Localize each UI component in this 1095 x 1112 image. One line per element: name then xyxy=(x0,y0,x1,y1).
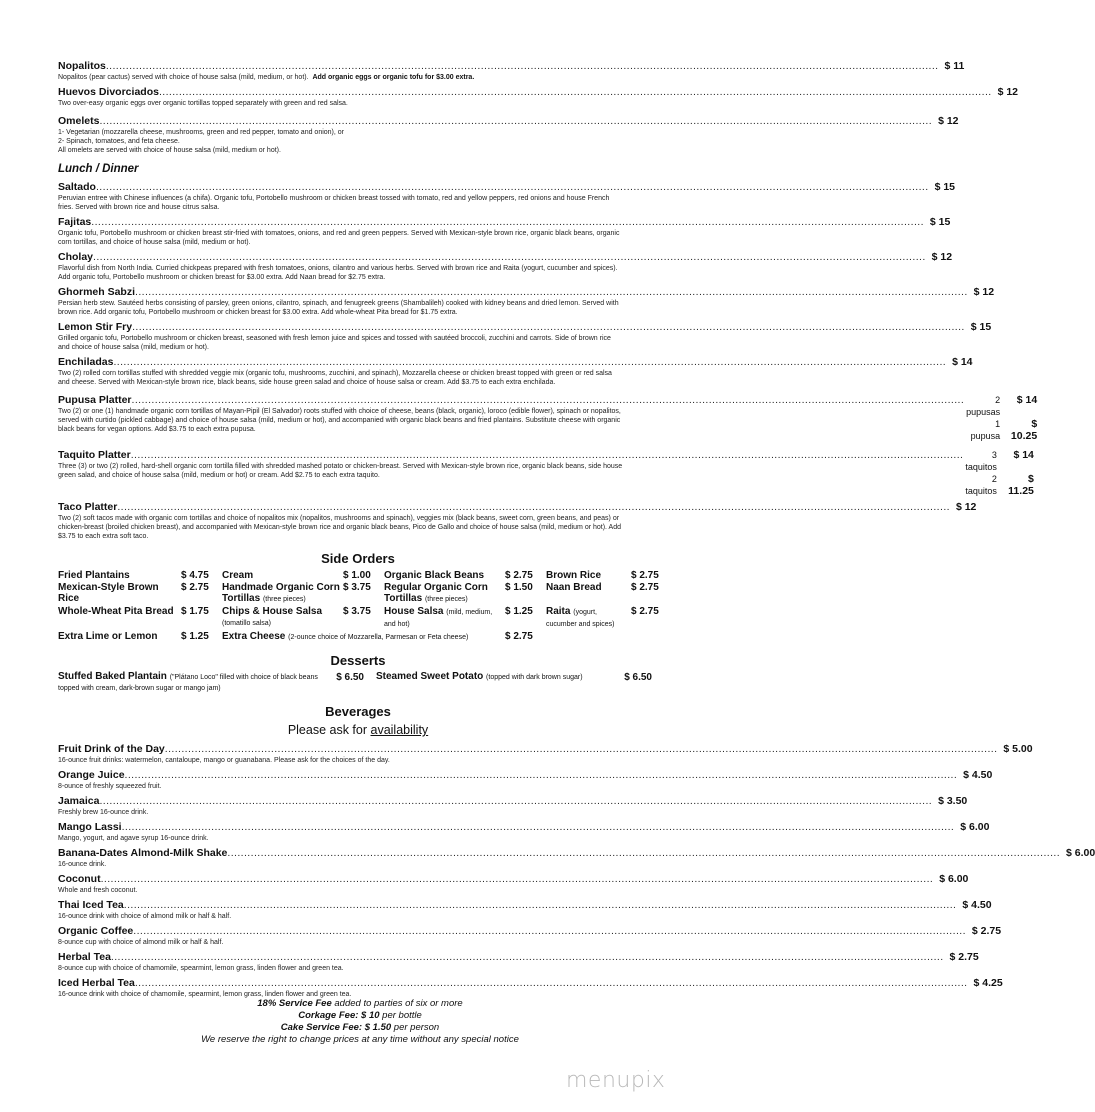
item-description: 16-ounce fruit drinks: watermelon, cantaloupe, mango or guanabana. Please ask for the choices of the day. xyxy=(58,757,390,764)
item-description: 16-ounce drink with choice of almond milk or half & half. xyxy=(58,913,232,920)
watermark-logo: menupix xyxy=(566,1068,666,1093)
item-name: Coconut xyxy=(58,873,101,885)
menu-item-enchiladas xyxy=(58,356,973,387)
side-price: $ 4.75 xyxy=(181,570,209,581)
leader-dots xyxy=(111,951,944,963)
leader-dots xyxy=(122,821,955,833)
beverage-item xyxy=(58,951,979,973)
item-name: Taco Platter xyxy=(58,501,118,513)
price-qty: 3 taquitos xyxy=(965,450,997,472)
leader-dots xyxy=(165,743,998,755)
menu-item-nopalitos xyxy=(58,60,965,82)
dessert-price: $ 6.50 xyxy=(624,672,652,683)
item-description: Organic tofu, Portobello mushroom or chicken breast stir-fried with tomatoes, onions, and red and green peppers. Served with Mexican-style brown rice, organic black beans, organic corn tortillas, and choice of house salsa (mild, medium or hot). xyxy=(58,230,620,246)
item-description: Two (2) or one (1) handmade organic corn tortillas of Mayan-Pipil (El Salvador) roots stuffed with choice of cheese, beans (black, organic), loroco (edible flower), spinach or nopalitos, served with curtido (pickled cabbage) and choice of house salsa (mild, medium or hot), and accompanied with organic black beans and fried plantains. Substitute cheese with organic black beans for vegan options. Add $3.75 to each extra pupusa. xyxy=(58,408,621,433)
item-name: Saltado xyxy=(58,181,96,193)
side-price: $ 1.50 xyxy=(505,582,533,593)
price-qty: 2 taquitos xyxy=(965,474,997,496)
item-price: $ 4.50 xyxy=(962,899,992,911)
item-price: $ 2.75 xyxy=(949,951,979,963)
leader-dots xyxy=(132,394,965,406)
menu-item-omelets xyxy=(58,115,959,155)
side-name: Extra Lime or Lemon xyxy=(58,631,158,642)
leader-dots xyxy=(99,115,932,127)
leader-dots xyxy=(117,501,950,513)
item-price: $ 12 xyxy=(938,115,959,127)
price-change-notice: We reserve the right to change prices at any time without any special notice xyxy=(201,1034,519,1045)
side-price: $ 1.25 xyxy=(505,606,533,617)
side-price: $ 2.75 xyxy=(631,606,659,617)
item-description: Two over-easy organic eggs over organic tortillas topped separately with green and red salsa. xyxy=(58,100,348,107)
item-description: Two (2) rolled corn tortillas stuffed with shredded veggie mix (organic tofu, mushrooms, zucchini, and spinach), Mozzarella cheese or chicken breast topped with green or red salsa and cheese. Served with Mexican-style brown rice, black beans, side house green salad and choice of house salsa or cream. Add $3.75 to each extra enchilada. xyxy=(58,370,612,386)
side-price: $ 2.75 xyxy=(181,582,209,593)
item-name: Fajitas xyxy=(58,216,92,228)
side-price: $ 1.75 xyxy=(181,606,209,617)
leader-dots xyxy=(135,286,968,298)
leader-dots xyxy=(133,925,966,937)
side-name: Handmade Organic Corn Tortillas (three pieces) xyxy=(222,582,340,604)
item-description: 16-ounce drink with choice of chamomile, spearmint, lemon grass, linden flower and green tea. xyxy=(58,991,352,998)
item-price: $ 15 xyxy=(934,181,955,193)
item-name: Enchiladas xyxy=(58,356,114,368)
section-title-beverages: Beverages xyxy=(325,704,391,719)
item-description: Peruvian entree with Chinese influences (a chifa). Organic tofu, Portobello mushroom or chicken breast tossed with tomato, red and yellow peppers, red onions and house French fries. Served with brown rice and house citrus salsa. xyxy=(58,195,610,211)
item-description: Whole and fresh coconut. xyxy=(58,887,138,894)
desserts-row xyxy=(58,672,658,694)
side-name: Whole-Wheat Pita Bread xyxy=(58,606,174,617)
leader-dots xyxy=(125,769,958,781)
side-name: Fried Plantains xyxy=(58,570,130,581)
item-price: $ 15 xyxy=(929,216,951,228)
beverage-item xyxy=(58,925,1002,947)
side-name: Organic Black Beans xyxy=(384,570,485,581)
item-description: 8-ounce cup with choice of almond milk or half & half. xyxy=(58,939,224,946)
side-name: Regular Organic Corn Tortillas (three pieces) xyxy=(384,582,488,604)
leader-dots xyxy=(132,321,965,333)
menu-item-lemon-stir-fry xyxy=(58,321,992,352)
price-amount: $ 10.25 xyxy=(1010,418,1038,442)
price-amount: $ 11.25 xyxy=(1008,473,1034,497)
menu-item-ghormeh-sabzi xyxy=(58,286,995,317)
item-price: $ 6.00 xyxy=(1066,847,1095,859)
leader-dots xyxy=(93,251,926,263)
leader-dots xyxy=(96,181,929,193)
side-name: Extra Cheese (2-ounce choice of Mozzarella, Parmesan or Feta cheese) xyxy=(222,631,469,642)
section-title-side-orders: Side Orders xyxy=(321,551,395,566)
side-price: $ 3.75 xyxy=(343,582,371,593)
item-description: Persian herb stew. Sautéed herbs consisting of parsley, green onions, cilantro, spinach, and fenugreek greens (Shambalileh) cooked with kidney beans and dried lemon. Served with brown rice. Add organic tofu, Portobello mushroom or chicken breast for $3.00 extra. Add whole-wheat Pita bread for $1.75 extra. xyxy=(58,300,619,316)
item-price: $ 12 xyxy=(931,251,953,263)
side-price: $ 1.00 xyxy=(343,570,371,581)
dessert-stuffed-baked-plantain: Stuffed Baked Plantain ("Plátano Loco" filled with choice of black beans topped with cream, dark-brown sugar or mango jam) xyxy=(58,671,318,692)
menu-item-cholay xyxy=(58,251,953,282)
side-name: Raita (yogurt, cucumber and spices) xyxy=(546,606,615,628)
beverage-item xyxy=(58,873,969,895)
leader-dots xyxy=(106,60,939,72)
beverages-subtitle: Please ask for availability xyxy=(287,723,429,737)
item-name: Cholay xyxy=(58,251,94,263)
item-description: Three (3) or two (2) rolled, hard-shell organic corn tortilla filled with shredded mashed potato or chicken-breast. Served with Mexican-style brown rice, organic black beans, side house green salad, and choice of house salsa (mild, medium or hot) or cream. Add $2.75 to each extra taquito. xyxy=(58,463,623,479)
beverage-item xyxy=(58,899,992,921)
dessert-price: $ 6.50 xyxy=(336,672,364,683)
menu-item-taco-platter xyxy=(58,501,977,541)
item-name: Jamaica xyxy=(58,795,100,807)
item-description: Grilled organic tofu, Portobello mushroom or chicken breast, seasoned with fresh lemon juice and spices and tossed with sautéed broccoli, zucchini and carrots. Side of brown rice and choice of house salsa (mild, medium or hot). xyxy=(58,335,611,351)
price-amount: $ 14 xyxy=(1016,394,1038,406)
item-price: $ 6.00 xyxy=(960,821,990,833)
leader-dots xyxy=(135,977,968,989)
item-name: Thai Iced Tea xyxy=(58,899,124,911)
menu-item-fajitas xyxy=(58,216,951,247)
cake-fee-note: Cake Service Fee: $ 1.50 per person xyxy=(280,1022,440,1033)
corkage-fee-note: Corkage Fee: $ 10 per bottle xyxy=(298,1010,422,1021)
side-name: House Salsa (mild, medium, and hot) xyxy=(384,606,493,628)
item-name: Banana-Dates Almond-Milk Shake xyxy=(58,847,228,859)
item-description: Mango, yogurt, and agave syrup 16-ounce drink. xyxy=(58,835,209,842)
item-price: $ 6.00 xyxy=(939,873,969,885)
beverage-item xyxy=(58,795,968,817)
item-name: Taquito Platter xyxy=(58,449,131,461)
item-price: $ 4.50 xyxy=(963,769,993,781)
side-price: $ 2.75 xyxy=(505,631,533,642)
side-price: $ 3.75 xyxy=(343,606,371,617)
item-description: 8-ounce cup with choice of chamomile, spearmint, lemon grass, linden flower and green tea. xyxy=(58,965,344,972)
item-name: Fruit Drink of the Day xyxy=(58,743,165,755)
item-name: Herbal Tea xyxy=(58,951,111,963)
beverage-item xyxy=(58,847,1095,869)
item-price: $ 2.75 xyxy=(971,925,1002,937)
item-price: $ 11 xyxy=(944,60,965,72)
leader-dots xyxy=(113,356,946,368)
item-name: Lemon Stir Fry xyxy=(58,321,133,333)
leader-dots xyxy=(131,449,964,461)
item-description: Freshly brew 16-ounce drink. xyxy=(58,809,149,816)
item-name: Pupusa Platter xyxy=(58,394,132,406)
side-price: $ 2.75 xyxy=(631,582,659,593)
price-options xyxy=(966,394,1037,442)
service-fee-note: 18% Service Fee added to parties of six or more xyxy=(257,998,463,1009)
leader-dots xyxy=(159,86,992,98)
beverage-item xyxy=(58,769,993,791)
item-name: Omelets xyxy=(58,115,100,127)
price-qty: 2 pupusas xyxy=(966,395,1001,417)
footer-notes xyxy=(0,998,720,1046)
item-price: $ 4.25 xyxy=(973,977,1003,989)
menu-page xyxy=(58,60,1095,1003)
side-name: Brown Rice xyxy=(546,570,602,581)
item-price: $ 12 xyxy=(997,86,1019,98)
price-qty: 1 pupusa xyxy=(970,419,1001,441)
price-amount: $ 14 xyxy=(1013,449,1034,461)
item-price: $ 12 xyxy=(973,286,995,298)
item-price: $ 3.50 xyxy=(938,795,968,807)
side-price: $ 2.75 xyxy=(505,570,533,581)
price-options xyxy=(965,449,1034,497)
section-title-lunch-dinner: Lunch / Dinner xyxy=(58,163,139,175)
beverage-item xyxy=(58,821,990,843)
side-price: $ 2.75 xyxy=(631,570,659,581)
item-description: Flavorful dish from North India. Curried chickpeas prepared with fresh tomatoes, onions, cilantro and various herbs. Served with brown rice and Raita (yogurt, cucumber and spices). Add organic tofu, Portobello mushroom or chicken breast for $3.00 extra. Add Naan bread for $2.75 extra. xyxy=(58,265,618,281)
item-description: Nopalitos (pear cactus) served with choice of house salsa (mild, medium, or hot). Add organic eggs or organic tofu for $3.00 extra. xyxy=(58,74,475,81)
section-title-desserts: Desserts xyxy=(330,653,386,668)
side-name: Chips & House Salsa (tomatillo salsa) xyxy=(222,606,323,627)
item-name: Iced Herbal Tea xyxy=(58,977,135,989)
item-name: Huevos Divorciados xyxy=(58,86,159,98)
item-description: Two (2) soft tacos made with organic corn tortillas and choice of nopalitos mix (nopalitos, mushrooms and spinach), veggies mix (black beans, sweet corn, green beans, and peas) or chicken-breast (broiled chicken breast), and accompanied with Mexican-style brown rice and organic black beans, Pico de Gallo and choice of house salsa (mild, medium or hot). Add $3.75 to each extra soft taco. xyxy=(58,515,622,540)
beverage-item xyxy=(58,743,1033,765)
menu-item-saltado xyxy=(58,181,955,212)
leader-dots xyxy=(124,899,957,911)
menu-item-taquito-platter xyxy=(58,449,1034,497)
item-name: Mango Lassi xyxy=(58,821,122,833)
item-description: 16-ounce drink. xyxy=(58,861,107,868)
leader-dots xyxy=(99,795,932,807)
menu-item-huevos-divorciados xyxy=(58,86,1019,108)
item-description: 1- Vegetarian (mozzarella cheese, mushrooms, green and red pepper, tomato and onion), or 2- Spinach, tomatoes, and feta cheese. All omelets are served with choice of house salsa (mild, medium or hot). xyxy=(58,129,344,154)
side-price: $ 1.25 xyxy=(181,631,209,642)
item-description: 8-ounce of freshly squeezed fruit. xyxy=(58,783,162,790)
dessert-steamed-sweet-potato: Steamed Sweet Potato (topped with dark brown sugar) xyxy=(376,671,583,682)
side-name: Cream xyxy=(222,570,254,581)
item-price: $ 15 xyxy=(970,321,992,333)
side-name: Mexican-Style Brown Rice xyxy=(58,582,159,604)
side-name: Naan Bread xyxy=(546,582,602,593)
item-name: Orange Juice xyxy=(58,769,125,781)
item-name: Ghormeh Sabzi xyxy=(58,286,136,298)
leader-dots xyxy=(101,873,934,885)
item-name: Organic Coffee xyxy=(58,925,134,937)
item-name: Nopalitos xyxy=(58,60,106,72)
item-price: $ 14 xyxy=(952,356,973,368)
side-orders-grid xyxy=(58,570,658,643)
leader-dots xyxy=(91,216,924,228)
item-price: $ 5.00 xyxy=(1003,743,1033,755)
item-price: $ 12 xyxy=(955,501,977,513)
menu-item-pupusa-platter xyxy=(58,394,1038,442)
beverage-item xyxy=(58,977,1003,999)
leader-dots xyxy=(227,847,1060,859)
